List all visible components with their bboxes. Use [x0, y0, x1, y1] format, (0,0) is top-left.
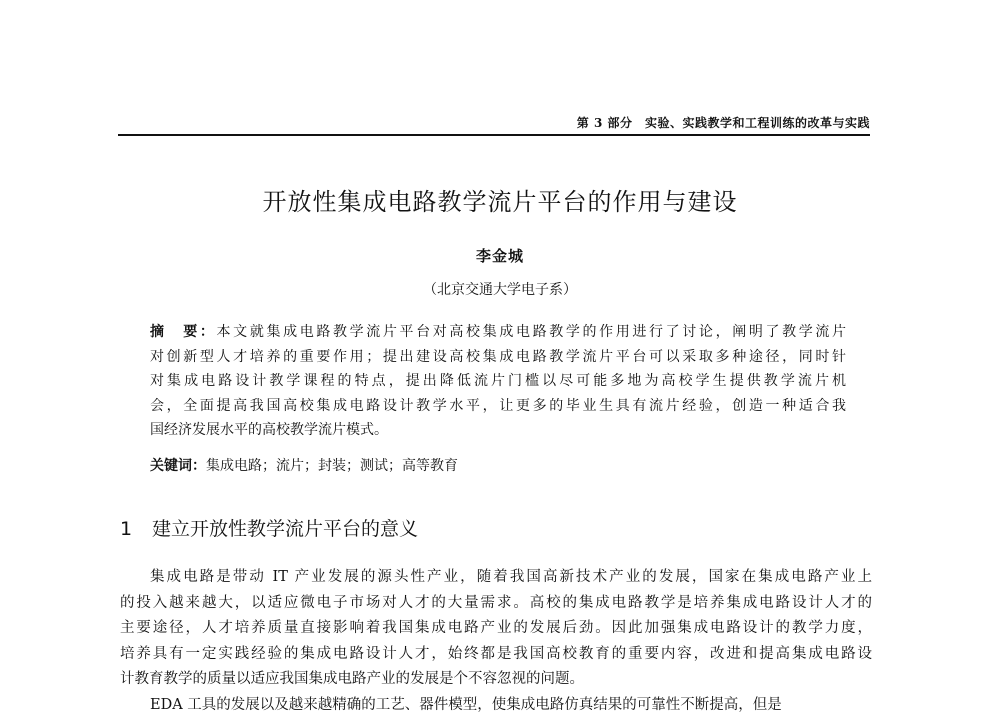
author-affiliation: （北京交通大学电子系） — [0, 279, 1000, 299]
section-heading — [120, 514, 418, 541]
body-line: 计教育教学的质量以适应我国集成电路产业的发展是个不容忽视的问题。 — [120, 667, 872, 693]
abstract-text: 本文就集成电路教学流片平台对高校集成电路教学的作用进行了讨论，阐明了教学流片 — [217, 324, 846, 340]
header-rule — [118, 134, 870, 136]
abstract-label: 摘 要： — [150, 324, 217, 340]
abstract-line: 对创新型人才培养的重要作用；提出建设高校集成电路教学流片平台可以采取多种途径，同时针 — [150, 345, 846, 370]
abstract — [150, 320, 846, 443]
section-number: 1 — [120, 518, 152, 540]
body-line: 主要途径，人才培养质量直接影响着我国集成电路产业的发展后劲。因此加强集成电路设计的教学力度， — [120, 616, 872, 642]
running-header: 第 3 部分 实验、实践教学和工程训练的改革与实践 — [118, 114, 870, 131]
paper-title: 开放性集成电路教学流片平台的作用与建设 — [0, 182, 1000, 217]
abstract-line: 对集成电路设计教学课程的特点，提出降低流片门槛以尽可能多地为高校学生提供教学流片机 — [150, 369, 846, 394]
body-line: 的投入越来越大，以适应微电子市场对人才的大量需求。高校的集成电路教学是培养集成电路设计人才的 — [120, 591, 872, 617]
keywords-label: 关键词： — [150, 458, 206, 474]
keywords — [150, 455, 846, 475]
body-line: 集成电路是带动 IT 产业发展的源头性产业，随着我国高新技术产业的发展，国家在集成电路产业上 — [120, 565, 872, 591]
abstract-line: 国经济发展水平的高校教学流片模式。 — [150, 418, 846, 443]
abstract-line — [150, 320, 846, 345]
keywords-text: 集成电路；流片；封装；测试；高等教育 — [206, 458, 458, 474]
section-body — [120, 565, 872, 718]
section-title: 建立开放性教学流片平台的意义 — [152, 518, 418, 540]
body-line: EDA 工具的发展以及越来越精确的工艺、器件模型，使集成电路仿真结果的可靠性不断提高，但是 — [120, 693, 872, 718]
abstract-line: 会，全面提高我国高校集成电路设计教学水平，让更多的毕业生具有流片经验，创造一种适合我 — [150, 394, 846, 419]
author-name: 李金城 — [0, 245, 1000, 266]
body-line: 培养具有一定实践经验的集成电路设计人才，始终都是我国高校教育的重要内容，改进和提高集成电路设 — [120, 642, 872, 668]
